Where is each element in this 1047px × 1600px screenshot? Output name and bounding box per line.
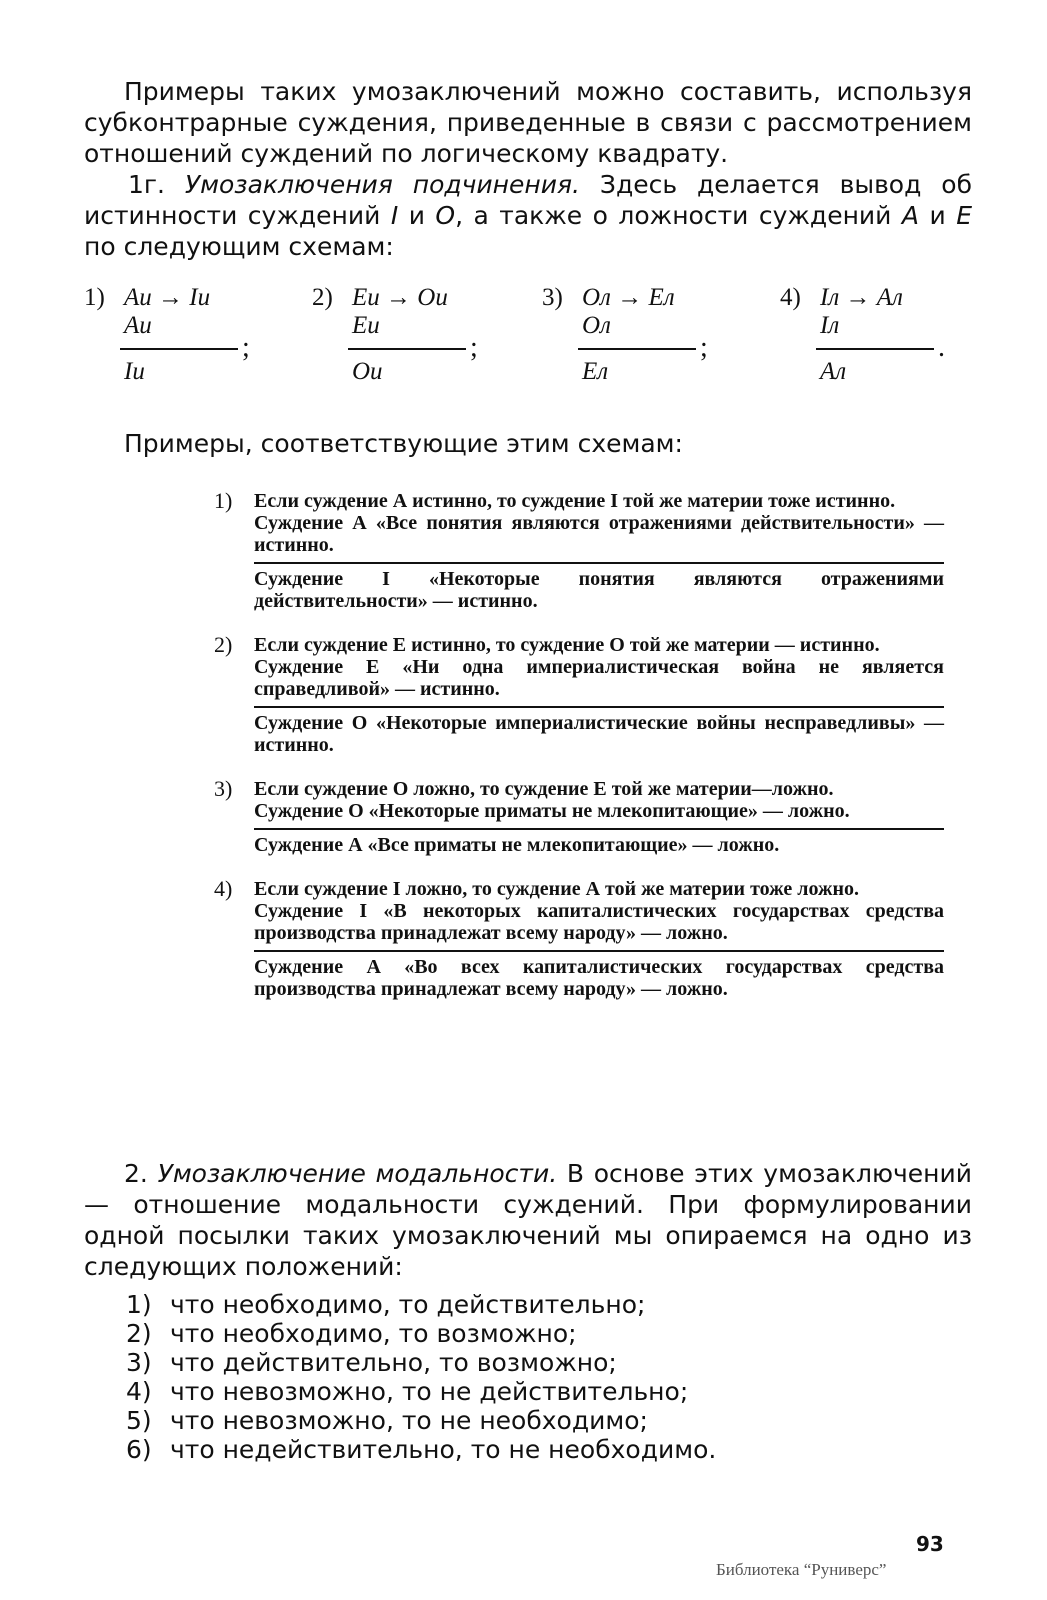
scheme-conclusion: Ои [352,358,383,385]
scheme-separator: . [938,332,945,363]
example-number: 4) [214,876,233,901]
page-number: 93 [916,1532,944,1556]
inference-line [348,348,466,350]
modality-list [126,1290,926,1464]
scheme-1 [84,284,304,394]
scheme-minor-premise: Еи [352,312,380,339]
scheme-minor-premise: Iл [820,312,840,339]
scheme-major-premise: Iл → Ал [820,284,903,311]
section-title: Умозаключение модальности. [157,1159,558,1188]
list-item: 4) что невозможно, то не действительно; [126,1377,689,1406]
example-conclusion: Суждение I «Некоторые понятия являются отражениями действительности» — истинно. [254,568,944,612]
intro-paragraph: Примеры таких умозаключений можно составить, используя субконтрарные суждения, приведенные в связи с рассмотрением отношений суждений по логическому квадрату. [84,77,972,168]
example-premise: Суждение I «В некоторых капиталистических государствах средства производства принадлежат всему народу» — ложно. [254,900,944,944]
section-number: 1г. [128,170,165,199]
scheme-4 [780,284,1000,394]
section-title: Умозаключения подчинения. [184,170,580,199]
example-premise: Суждение Е «Ни одна империалистическая война не является справедливой» — истинно. [254,656,944,700]
example-4 [214,878,944,1000]
example-3 [214,778,944,856]
modality-section [84,1158,972,1282]
scheme-separator: ; [470,332,478,363]
library-footer: Библиотека “Руниверс” [716,1560,887,1579]
example-conclusion: Суждение А «Во всех капиталистических государствах средства производства принадлежат всему народу» — ложно. [254,956,944,1000]
example-number: 3) [214,776,233,801]
example-rule: Если суждение А истинно, то суждение I той же материи тоже истинно. [254,490,896,512]
scheme-minor-premise: Аи [124,312,152,339]
examples-list [214,490,944,1022]
example-2 [214,634,944,756]
example-rule: Если суждение I ложно, то суждение А той же материи тоже ложно. [254,878,859,900]
example-1 [214,490,944,612]
inference-line [254,706,944,708]
scheme-3 [542,284,762,394]
inference-line [578,348,696,350]
list-item: 5) что невозможно, то не необходимо; [126,1406,648,1435]
scheme-major-premise: Аи → Iи [124,284,211,311]
example-rule: Если суждение О ложно, то суждение Е той же материи—ложно. [254,778,834,800]
scheme-major-premise: Еи → Ои [352,284,448,311]
example-conclusion: Суждение О «Некоторые империалистические войны несправедливы» — истинно. [254,712,944,756]
scheme-conclusion: Iи [124,358,145,385]
inference-line [816,348,934,350]
example-conclusion: Суждение А «Все приматы не млекопитающие» — ложно. [254,834,780,856]
modality-paragraph: 2. Умозаключение модальности. В основе этих умозаключений — отношение модальности суждений. При формулировании одной посылки таких умозаключений мы опираемся на одно из следующих положений: [84,1159,972,1281]
scheme-separator: ; [242,332,250,363]
list-item: 6) что недействительно, то не необходимо. [126,1435,717,1464]
scheme-number: 4) [780,284,801,311]
list-item: 1) что необходимо, то действительно; [126,1290,646,1319]
scheme-major-premise: Ол → Ел [582,284,675,311]
list-item: 2) что необходимо, то возможно; [126,1319,577,1348]
inference-schemes [0,284,1047,394]
scheme-conclusion: Ал [820,358,847,385]
section-number: 2. [124,1159,148,1188]
example-number: 2) [214,632,233,657]
scheme-minor-premise: Ол [582,312,611,339]
examples-heading: Примеры, соответствующие этим схемам: [124,429,683,458]
list-item: 3) что действительно, то возможно; [126,1348,617,1377]
inference-line [254,562,944,564]
example-number: 1) [214,488,233,513]
example-rule: Если суждение Е истинно, то суждение О той же материи — истинно. [254,634,880,656]
scheme-2 [312,284,532,394]
inference-line [120,348,238,350]
scheme-number: 2) [312,284,333,311]
scheme-conclusion: Ел [582,358,609,385]
subordination-paragraph: 1г. Умозаключения подчинения. Здесь делается вывод об истинности суждений I и O, а также о ложности суждений A и E по следующим схемам: [84,170,973,261]
inference-line [254,950,944,952]
intro-section [84,76,972,262]
inference-line [254,828,944,830]
example-premise: Суждение О «Некоторые приматы не млекопитающие» — ложно. [254,800,850,822]
scheme-number: 3) [542,284,563,311]
example-premise: Суждение А «Все понятия являются отражениями действительности» — истинно. [254,512,944,556]
scheme-number: 1) [84,284,105,311]
scheme-separator: ; [700,332,708,363]
